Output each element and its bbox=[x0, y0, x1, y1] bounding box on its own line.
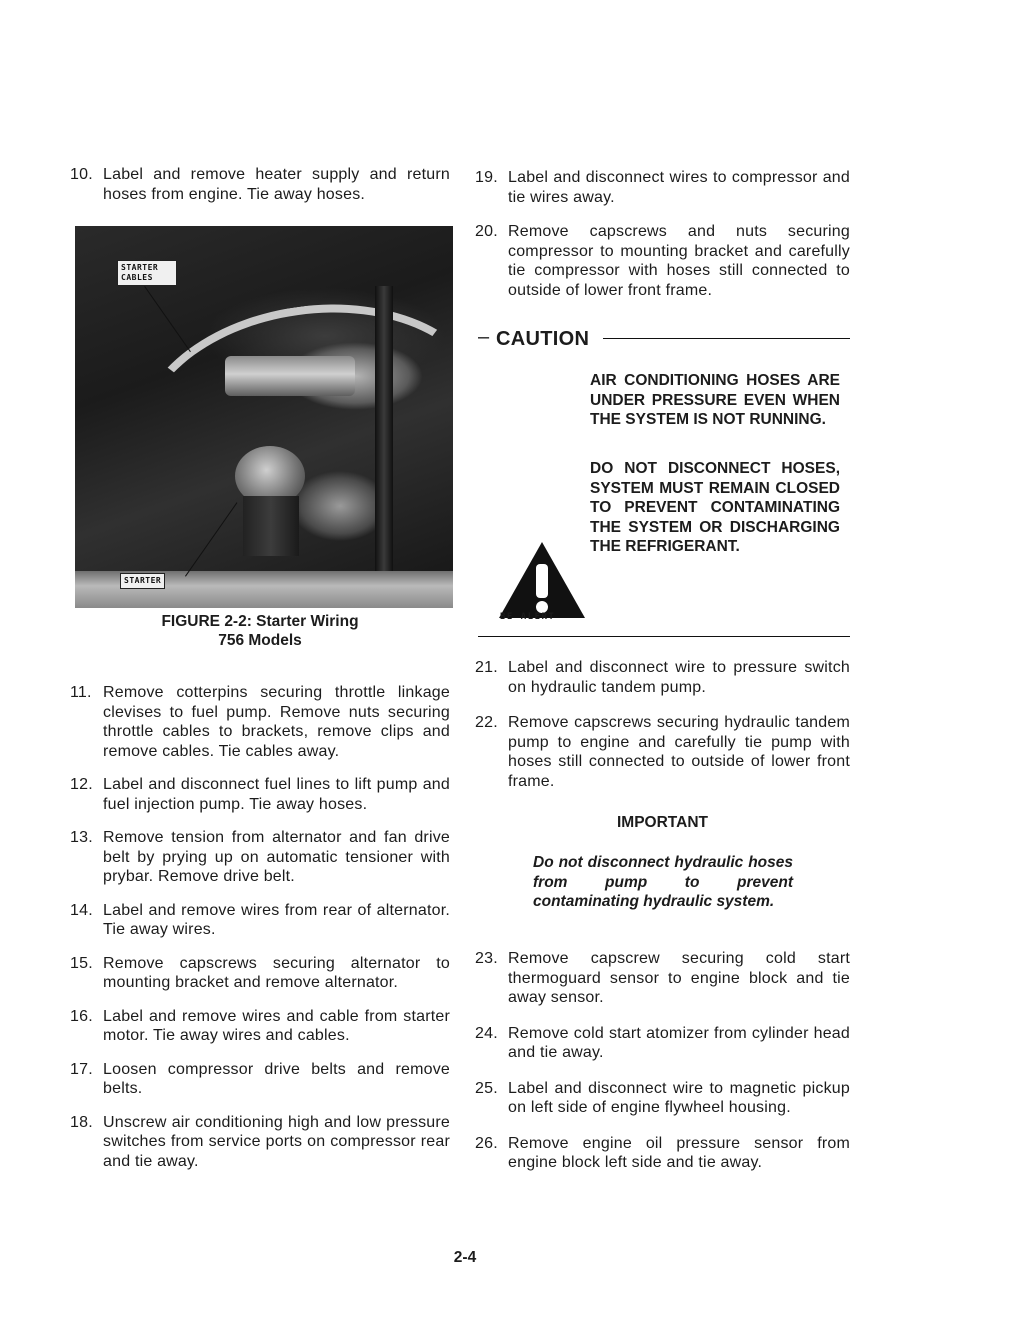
step-text: Remove capscrews securing hydraulic tandem pump to engine and carefully tie pump with hoses still connected to outside of lower front frame. bbox=[508, 714, 850, 790]
step-20 bbox=[475, 222, 850, 300]
step-text: Label and disconnect fuel lines to lift pump and fuel injection pump. Tie away hoses. bbox=[103, 776, 450, 813]
right-column-mid bbox=[475, 658, 850, 791]
be-alert-label: BE ALERT bbox=[500, 612, 556, 622]
step-number: 11. bbox=[70, 684, 92, 701]
step-text: Loosen compressor drive belts and remove belts. bbox=[103, 1060, 450, 1097]
step-text: Remove tension from alternator and fan drive belt by prying up on automatic tensioner with prybar. Remove drive belt. bbox=[103, 829, 450, 885]
photo-pipe bbox=[375, 286, 393, 586]
step-13 bbox=[70, 828, 450, 887]
starter-wiring-photo bbox=[75, 226, 453, 608]
step-number: 15. bbox=[70, 954, 93, 972]
step-15 bbox=[70, 954, 450, 993]
step-text: Remove capscrew securing cold start thermoguard sensor to engine block and tie away sensor. bbox=[508, 950, 850, 1006]
important-note: Do not disconnect hydraulic hoses from pump to prevent contaminating hydraulic system. bbox=[533, 854, 793, 910]
step-25 bbox=[475, 1079, 850, 1118]
step-text: Label and remove wires and cable from starter motor. Tie away wires and cables. bbox=[103, 1007, 450, 1044]
caution-bottom-rule bbox=[478, 636, 850, 637]
step-text: Label and disconnect wire to pressure switch on hydraulic tandem pump. bbox=[508, 659, 850, 696]
step-14 bbox=[70, 901, 450, 940]
step-number: 12. bbox=[70, 776, 93, 793]
caution-heading bbox=[478, 326, 850, 352]
right-column-top bbox=[475, 168, 850, 300]
caution-title: CAUTION bbox=[496, 328, 590, 350]
step-24 bbox=[475, 1024, 850, 1063]
important-heading: IMPORTANT bbox=[617, 814, 708, 831]
step-number: 25. bbox=[475, 1079, 498, 1097]
photo-starter-motor bbox=[225, 356, 355, 396]
caution-rule bbox=[603, 338, 850, 339]
page-number: 2-4 bbox=[453, 1249, 477, 1266]
step-26 bbox=[475, 1134, 850, 1173]
left-column-top bbox=[70, 165, 450, 204]
step-23 bbox=[475, 949, 850, 1008]
step-number: 14. bbox=[70, 901, 93, 919]
step-text: Unscrew air conditioning high and low pressure switches from service ports on compressor rear and tie away. bbox=[103, 1113, 450, 1170]
step-11 bbox=[70, 683, 450, 761]
step-number: 24. bbox=[475, 1024, 498, 1042]
step-text: Remove capscrews and nuts securing compressor to mounting bracket and carefully tie compressor with hoses still connected to outside of lower front frame. bbox=[508, 223, 850, 299]
step-text: Remove capscrews securing alternator to mounting bracket and remove alternator. bbox=[103, 954, 450, 991]
step-text: Label and disconnect wires to compressor and tie wires away. bbox=[508, 169, 850, 206]
caution-paragraph-2: DO NOT DISCONNECT HOSES, SYSTEM MUST REMAIN CLOSED TO PREVENT CONTAMINATING THE SYSTEM OR DISCHARGING THE REFRIGERANT. bbox=[590, 460, 840, 555]
step-number: 10. bbox=[70, 166, 93, 183]
figure-caption-line1: FIGURE 2-2: Starter Wiring bbox=[161, 613, 359, 630]
step-number: 19. bbox=[475, 169, 498, 186]
step-18 bbox=[70, 1113, 450, 1172]
step-number: 23. bbox=[475, 950, 498, 967]
step-17 bbox=[70, 1060, 450, 1099]
step-text: Remove cotterpins securing throttle linkage clevises to fuel pump. Remove nuts securing throttle cables to brackets, remove clips and remove cables. Tie cables away. bbox=[103, 684, 450, 760]
step-number: 17. bbox=[70, 1060, 93, 1078]
right-column-bottom bbox=[475, 949, 850, 1173]
photo-filter-body bbox=[243, 496, 299, 556]
step-21 bbox=[475, 658, 850, 697]
step-number: 22. bbox=[475, 714, 498, 731]
step-19 bbox=[475, 168, 850, 207]
step-number: 13. bbox=[70, 829, 93, 846]
caution-dash: – bbox=[478, 326, 490, 348]
step-number: 26. bbox=[475, 1134, 498, 1152]
step-10 bbox=[70, 165, 450, 204]
step-22 bbox=[475, 713, 850, 791]
step-12 bbox=[70, 775, 450, 814]
step-text: Remove engine oil pressure sensor from engine block left side and tie away. bbox=[508, 1134, 850, 1171]
step-text: Label and disconnect wire to magnetic pickup on left side of engine flywheel housing. bbox=[508, 1079, 850, 1116]
label-starter: STARTER bbox=[120, 573, 165, 589]
step-number: 16. bbox=[70, 1007, 93, 1025]
label-starter-cables: STARTER CABLES bbox=[117, 260, 177, 286]
figure-caption-line2: 756 Models bbox=[218, 632, 302, 649]
step-number: 20. bbox=[475, 223, 498, 240]
step-text: Label and remove wires from rear of alternator. Tie away wires. bbox=[103, 901, 450, 938]
caution-paragraph-1: AIR CONDITIONING HOSES ARE UNDER PRESSURE EVEN WHEN THE SYSTEM IS NOT RUNNING. bbox=[590, 372, 840, 428]
leader-line-cables bbox=[144, 286, 191, 352]
step-text: Remove cold start atomizer from cylinder head and tie away. bbox=[508, 1024, 850, 1061]
step-number: 21. bbox=[475, 659, 498, 676]
left-column-steps bbox=[70, 683, 450, 1171]
step-number: 18. bbox=[70, 1113, 93, 1131]
step-text: Label and remove heater supply and return hoses from engine. Tie away hoses. bbox=[103, 166, 450, 203]
step-16 bbox=[70, 1007, 450, 1046]
